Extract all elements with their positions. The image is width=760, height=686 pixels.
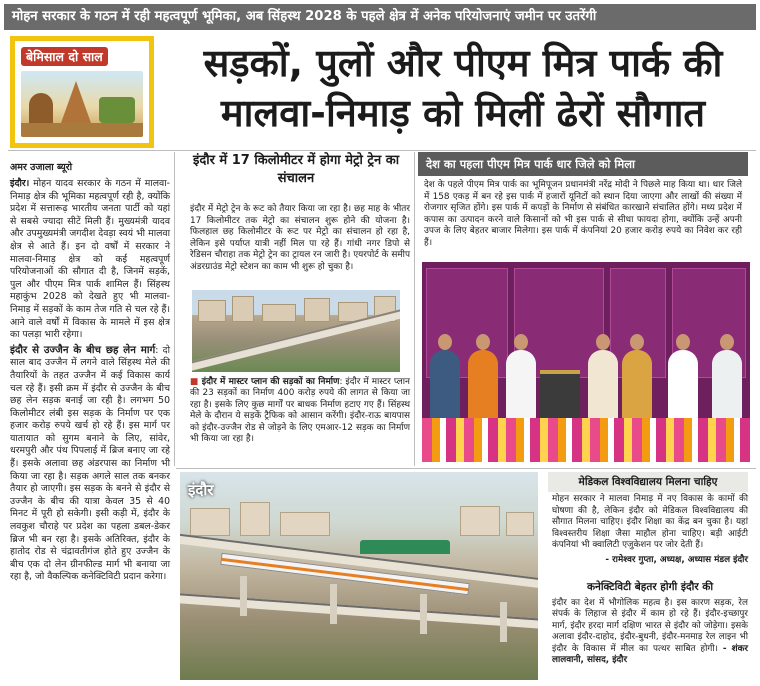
headline-line-2: मालवा-निमाड़ को मिलीं ढेरों सौगात — [220, 91, 706, 135]
metro-article: इंदौर में मेट्रो ट्रेन के रूट को तैयार किया जा रहा है। छह माह के भीतर 17 किलोमीटर तक मेट्रो का संचालन शुरू होने की योजना है। फिलहाल छह किलोमीटर के रूट पर मेट्रो का संचालन हो रहा है, लेकिन इसे पर्याप्त यात्री नहीं मिल पा रहे हैं। गांधी नगर डिपो से रेडिसन चौराहा तक मेट्रो ट्रेन का ट्रायल रन जारी है। एयरपोर्ट के समीप अंडरग्राउंड मेट्रो स्टेशन का काम भी शुरू हो चुका है। — [190, 204, 410, 272]
connectivity-headline: कनेक्टिविटी बेहतर होगी इंदौर की — [586, 581, 714, 593]
section-divider — [8, 150, 756, 151]
six-lane-section: इंदौर से उज्जैन के बीच छह लेन मार्ग: दो साल बाद उज्जैन में लगने वाले सिंहस्थ मेले की तैयारियों के तहत उज्जैन में कई विकास कार्य चल रहे हैं। इसी क्रम में इंदौर से उज्जैन के बीच छह लेन सड़क बनाई जा रही है। लगभग 50 किलोमीटर लंबी इस सड़क के निर्माण पर एक हजार करोड़ रुपये खर्च हो रहे हैं। इस मार्ग पर यातायात को सुगम बनाने के लिए, सांवेर, धरमपुरी और पंथ पिपलाई में ब्रिज बनाए जा रहे हैं। इसके अलावा छह अंडरपास का निर्माण भी किया जा रहा है। सड़क अगले साल तक बनकर तैयार हो जाएगी। इस सड़क के बनने से इंदौर से उज्जैन के बीच की यात्रा केवल 35 से 40 मिनट में पूरी हो सकेगी। इसी कड़ी में, इंदौर के लवकुश चौराहे पर प्रदेश का पहला डबल-डेकर ब्रिज भी बन रहा है। इसके अतिरिक्त, इंदौर के हातोद रोड से चंद्रावतीगंज होते हुए उज्जैन के बीच एक दो लेन ग्रीनफील्ड मार्ग भी बनाया जा रहा है, जो वैकल्पिक कनेक्टिविटी प्रदान करेगा। — [10, 344, 170, 583]
pm-event-photo — [422, 262, 750, 462]
column-divider-mid — [414, 152, 415, 466]
connectivity-quote-attribution: - शंकर लालवानी, सांसद, इंदौर — [552, 643, 748, 666]
master-plan-lead: इंदौर में मास्टर प्लान की सड़कों का निर्माण — [201, 377, 340, 387]
main-headline — [170, 38, 756, 138]
metro-track-photo — [192, 290, 400, 372]
indore-metro-photo — [180, 472, 538, 680]
medical-university-headline: मेडिकल विश्वविद्यालय मिलना चाहिए — [548, 472, 748, 492]
master-plan-article: ■ इंदौर में मास्टर प्लान की सड़कों का निर्माण: इंदौर में मास्टर प्लान की 23 सड़कों का निर्माण 400 करोड़ रुपये की लागत से किया जा रहा है। इसके लिए कुछ मार्गों पर बाधक निर्माण हटाए गए हैं। सिंहस्थ मेले के दौरान ये सड़कें ट्रैफिक को आसान करेंगी। इंदौर-राऊ बायपास को इंदौर-उज्जैन रोड से जोड़ने के लिए एमआर-12 सड़क का निर्माण भी किया जा रहा है। — [190, 377, 410, 445]
lower-divider — [176, 468, 756, 469]
headline-line-1: सड़कों, पुलों और पीएम मित्र पार्क की — [203, 41, 723, 85]
pm-park-article: देश के पहले पीएम मित्र पार्क का भूमिपूजन प्रधानमंत्री नरेंद्र मोदी ने पिछले माह किया था। धार जिले में 158 एकड़ में बन रहे इस पार्क में हजारों यूनिटों को स्थान दिया जाएगा और लाखों की संख्या में रोजगार सृजित होंगे। इस पार्क में कपड़ों के निर्माण से संबंधित कारखाने संचालित होंगे। मध्य प्रदेश में कपास का उत्पादन करने वाले किसानों को भी इस पार्क से सीधा फायदा होगा, क्योंकि उन्हें अपनी उपज के लिए बेहतर बाजार मिलेगा। इस पार्क में कंपनियां 20 हजार करोड़ रुपये का निवेश कर रही हैं। — [424, 180, 742, 248]
medical-university-article: मोहन सरकार ने मालवा निमाड़ में नए विकास के कामों की घोषणा की है, लेकिन इंदौर को मेडिकल विश्वविद्यालय की सौगात मिलना चाहिए। इंदौर शिक्षा का केंद्र बन चुका है। यहां विश्वस्तरीय शिक्षा जैसा माहौल होना चाहिए। बड़ी आईटी कंपनियां भी क्वालिटी एजुकेशन पर जोर देती हैं। - रामेश्वर गुप्ता, अध्यक्ष, अध्यास मंडल इंदौर — [552, 494, 748, 565]
logo-title: बेमिसाल दो साल — [21, 47, 108, 66]
photo-label: इंदौर — [188, 481, 214, 499]
connectivity-article: इंदौर का देश में भौगोलिक महत्व है। इस कारण सड़क, रेल संपर्क के लिहाज से इंदौर में काम हो रहे हैं। इंदौर-इच्छापुर मार्ग, इंदौर हरदा मार्ग दक्षिण भारत से इंदौर को जोड़ेगा। इसके अलावा इंदौर-दाहोद, इंदौर-बुधनी, इंदौर-मनमाड़ रेल लाइन भी इंदौर के विकास में मील का पत्थर साबित होगी। - शंकर लालवानी, सांसद, इंदौर — [552, 598, 748, 666]
anniversary-logo — [10, 36, 154, 148]
logo-illustration — [21, 71, 143, 137]
six-lane-subhead: इंदौर से उज्जैन के बीच छह लेन मार्ग — [10, 344, 156, 356]
dateline: इंदौर। — [10, 178, 30, 189]
medical-quote-attribution: - रामेश्वर गुप्ता, अध्यक्ष, अध्यास मंडल इंदौर — [605, 554, 748, 565]
column-divider-left — [174, 152, 175, 466]
article-intro: इंदौर। मोहन यादव सरकार के गठन में मालवा-निमाड़ क्षेत्र की भूमिका महत्वपूर्ण रही है, क्योंकि प्रदेश में सत्तारूढ़ भारतीय जनता पार्टी को यहां से सबसे ज्यादा सीटें मिली हैं। मुख्यमंत्री यादव और उपमुख्यमंत्री जगदीश देवड़ा स्वयं भी मालवा क्षेत्र से आते हैं। इन दो वर्षों में सरकार ने मालवा-निमाड़ क्षेत्र को कई महत्वपूर्ण परियोजनाओं की सौगात दी है, जिनमें सड़कें, पुल और पीएम मित्र पार्क शामिल हैं। सिंहस्थ महाकुंभ 2028 को देखते हुए भी मालवा-निमाड़ में सड़कों के काम तेज गति से चल रहे हैं। आने वाले वर्षों में विकास के मामले में इस क्षेत्र का पलड़ा भारी रहेगा। — [10, 178, 170, 341]
left-column-article — [10, 178, 170, 586]
byline: अमर उजाला ब्यूरो — [10, 162, 73, 173]
pm-park-headline: देश का पहला पीएम मित्र पार्क धार जिले को मिला — [418, 152, 748, 176]
top-banner: मोहन सरकार के गठन में रही महत्वपूर्ण भूमिका, अब सिंहस्थ 2028 के पहले क्षेत्र में अनेक परियोजनाएं जमीन पर उतरेंगी — [4, 4, 756, 30]
metro-headline: इंदौर में 17 किलोमीटर में होगा मेट्रो ट्रेन का संचालन — [192, 153, 400, 186]
